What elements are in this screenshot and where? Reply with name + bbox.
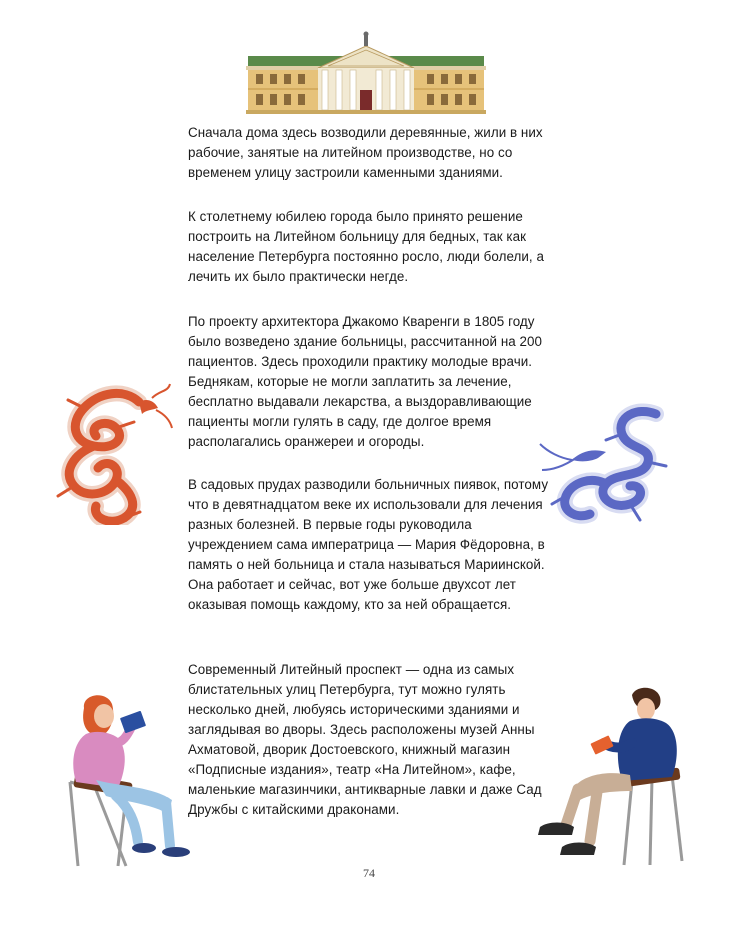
man-reading-illustration xyxy=(532,685,690,870)
paragraph-4: В садовых прудах разводили больничных пиявок, потому что в девятнадцатом веке их использовали для лечения разных болезней. В первые годы руководила учреждением сама императрица — Мария Фёдоровна, в память о ней больница и стала называться Мариинской. Она работает и сейчас, вот уже больше двухсот лет оказывая помощь каждому, кто за ней обращается. xyxy=(188,477,549,612)
building-illustration xyxy=(246,30,486,114)
paragraph-1: Сначала дома здесь возводили деревянные, жили в них рабочие, занятые на литейном производстве, но со временем улицу застроили каменными зданиями. xyxy=(188,125,543,180)
orange-dragon-illustration xyxy=(44,380,174,525)
paragraph-5: Современный Литейный проспект — одна из самых блистательных улиц Петербурга, тут можно гулять несколько дней, любуясь историческими зданиями и заглядывая во дворы. Здесь расположены музей Анны Ахматовой, дворик Достоевского, книжный магазин «Подписные издания», театр «На Литейном», кафе, маленькие магазинчики, антикварные лавки и даже Сад Дружбы с китайскими драконами. xyxy=(188,662,542,817)
page-number: 74 xyxy=(363,866,375,880)
blue-dragon-illustration xyxy=(536,400,696,525)
paragraph-2: К столетнему юбилею города было принято решение построить на Литейном больницу для бедных, так как население Петербурга постоянно росло, люди болели, а лечить их было практически негде. xyxy=(188,209,544,284)
woman-reading-illustration xyxy=(56,690,206,880)
paragraph-3: По проекту архитектора Джакомо Кваренги в 1805 году было возведено здание больницы, рассчитанной на 200 пациентов. Здесь проходили практику молодые врачи. Беднякам, которые не могли заплатить за лечение, бесплатно выдавали лекарства, а выздоравливающие пациенты могли гулять в саду, где долгое время располагались оранжереи и огороды. xyxy=(188,314,543,449)
